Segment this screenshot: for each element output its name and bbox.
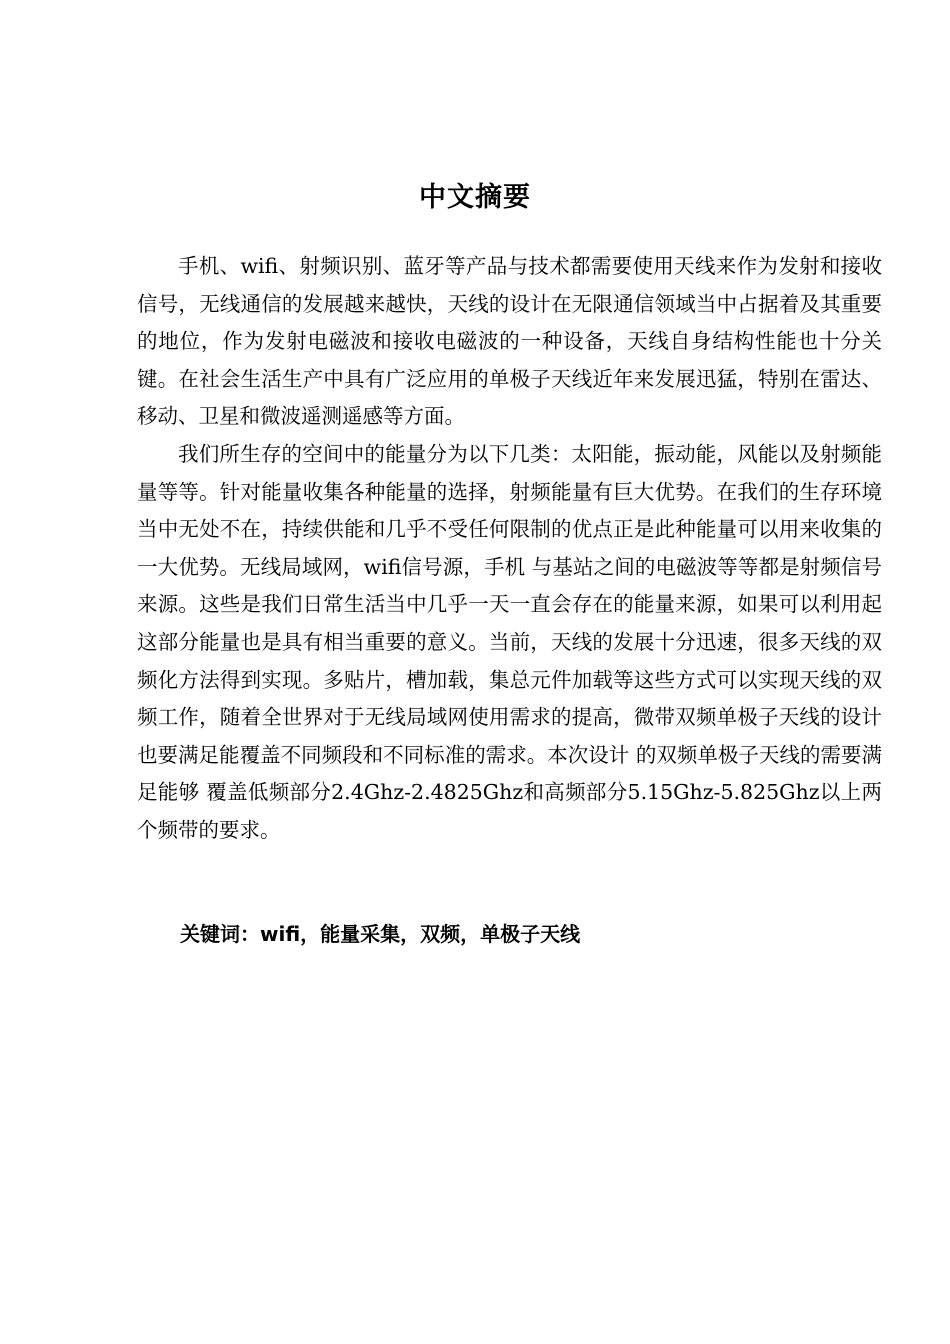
abstract-paragraph: 我们所生存的空间中的能量分为以下几类：太阳能，振动能，风能以及射频能量等等。针对能量收集各种能量的选择，射频能量有巨大优势。在我们的生存环境当中无处不在，持续供能和几乎不受任何限制的优点正是此种能量可以用来收集的一大优势。无线局域网，wifi信号源，手机 与基站之间的电磁波等等都是射频信号来源。这些是我们日常生活当中几乎一天一直会存在的能量来源，如果可以利用起这部分能量也是具有相当重要的意义。当前，天线的发展十分迅速，很多天线的双频化方法得到实现。多贴片，槽加载，集总元件加载等这些方式可以实现天线的双频工作，随着全世界对于无线局域网使用需求的提高，微带双频单极子天线的设计也要满足能覆盖不同频段和不同标准的需求。本次设计 的双频单极子天线的需要满足能够 覆盖低频部分2.4Ghz-2.4825Ghz和高频部分5.15Ghz-5.825Ghz以上两个频带的要求。 [137,441,882,842]
abstract-paragraph: 手机、wifi、射频识别、蓝牙等产品与技术都需要使用天线来作为发射和接收信号，无线通信的发展越来越快，天线的设计在无限通信领域当中占据着及其重要的地位，作为发射电磁波和接收电磁波的一种设备，天线自身结构性能也十分关键。在社会生活生产中具有广泛应用的单极子天线近年来发展迅猛，特别在雷达、移动、卫星和微波遥测遥感等方面。 [137,254,882,429]
keywords-line: 关键词：wifi，能量采集，双频，单极子天线 [180,922,581,946]
page-title: 中文摘要 [419,182,531,213]
abstract-body [137,248,882,850]
